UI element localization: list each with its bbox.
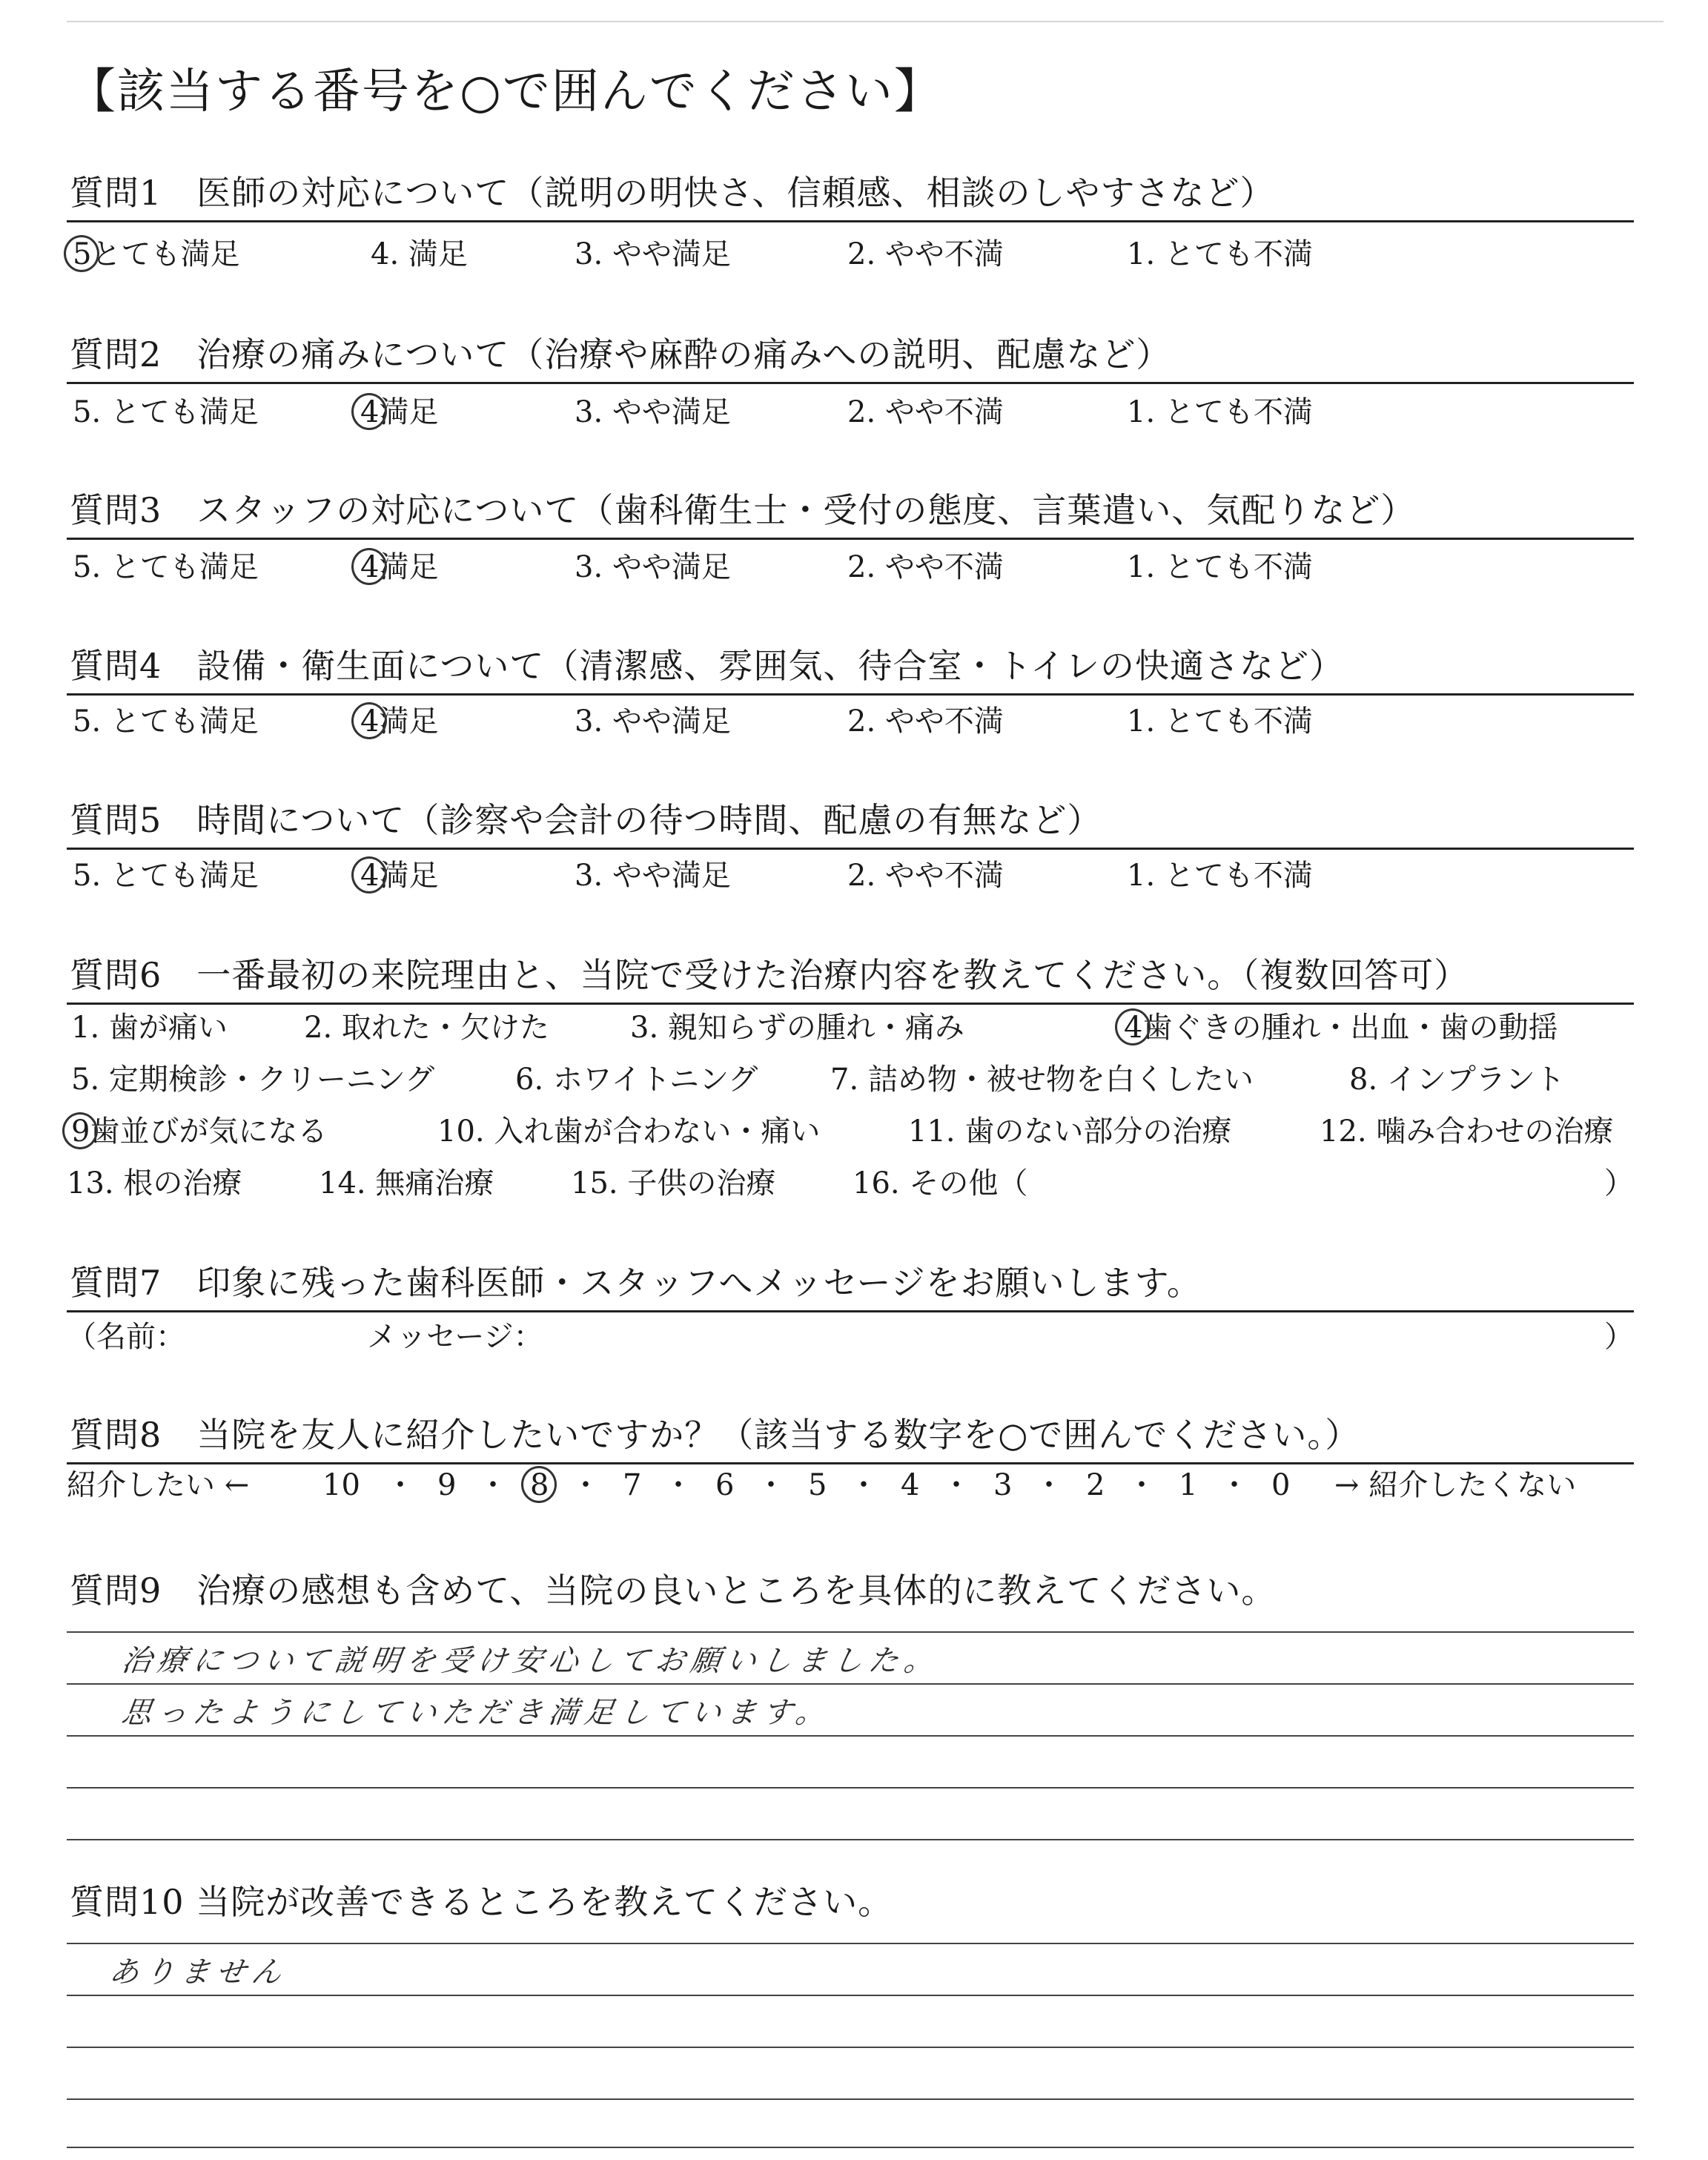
reason-option-4-selected[interactable]: 4歯ぐきの腫れ・出血・歯の動揺 <box>1124 1007 1558 1048</box>
question-7 <box>67 1246 1634 1312</box>
question-6-label: 質問6 一番最初の来院理由と、当院で受けた治療内容を教えてください。（複数回答可） <box>70 955 1469 995</box>
scale-10[interactable]: 10 <box>322 1468 360 1502</box>
scale-8-selected[interactable] <box>530 1464 549 1506</box>
scale-sep: ・ <box>663 1468 693 1502</box>
option-5[interactable]: 5. とても満足 <box>73 704 259 739</box>
question-4 <box>67 629 1634 696</box>
scale-right-label: → 紹介したくない <box>1334 1468 1577 1502</box>
question-7-fields <box>67 1316 1634 1358</box>
circled-choice: 5 <box>73 234 91 275</box>
question-2-rule <box>67 382 1634 384</box>
question-2 <box>67 317 1634 384</box>
option-5[interactable]: 5. とても満足 <box>73 859 259 893</box>
question-4-rule <box>67 693 1634 696</box>
message-field[interactable] <box>556 1316 1579 1353</box>
scale-sep: ・ <box>1034 1468 1064 1502</box>
recommend-scale <box>67 1464 1634 1506</box>
question-7-rule <box>67 1310 1634 1312</box>
reason-option-6[interactable]: 6. ホワイトニング <box>515 1063 758 1097</box>
option-1[interactable]: 1. とても不満 <box>1127 704 1313 739</box>
scale-1[interactable]: 1 <box>1179 1468 1198 1502</box>
option-1[interactable]: 1. とても不満 <box>1127 550 1313 584</box>
scale-sep: ・ <box>1127 1468 1156 1502</box>
message-close-paren: ） <box>1604 1320 1634 1354</box>
option-2[interactable]: 2. やや不満 <box>847 237 1004 271</box>
question-9 <box>67 1561 1634 1620</box>
question-6-row-3 <box>67 1111 1634 1152</box>
hand-circle-mark <box>351 548 387 585</box>
hand-circle-mark <box>64 235 99 272</box>
circled-choice: 4 <box>360 855 379 896</box>
answer-line <box>67 2098 1634 2100</box>
option-4-selected[interactable]: 4満足 <box>360 392 438 433</box>
answer-line <box>67 1683 1634 1685</box>
reason-option-10[interactable]: 10. 入れ歯が合わない・痛い <box>437 1114 821 1149</box>
scale-5[interactable]: 5 <box>808 1468 827 1502</box>
answer-line <box>67 1995 1634 1996</box>
reason-option-16[interactable]: 16. その他（ <box>853 1166 1028 1200</box>
option-4-selected[interactable]: 4満足 <box>360 855 438 896</box>
option-2[interactable]: 2. やや不満 <box>847 550 1004 584</box>
reason-option-5[interactable]: 5. 定期検診・クリーニング <box>71 1063 435 1097</box>
reason-option-11[interactable]: 11. 歯のない部分の治療 <box>908 1114 1232 1149</box>
scale-3[interactable]: 3 <box>993 1468 1013 1502</box>
option-3[interactable]: 3. やや満足 <box>575 704 731 739</box>
handwritten-answer-line-1[interactable]: ありません <box>107 1955 290 1989</box>
reason-option-7[interactable]: 7. 詰め物・被せ物を白くしたい <box>830 1063 1254 1097</box>
option-3[interactable]: 3. やや満足 <box>575 550 731 584</box>
reason-option-12[interactable]: 12. 噛み合わせの治療 <box>1320 1114 1614 1149</box>
scale-4[interactable]: 4 <box>901 1468 920 1502</box>
answer-line <box>67 2147 1634 2148</box>
scale-sep: ・ <box>385 1468 415 1502</box>
circled-choice: 4 <box>360 701 379 742</box>
scale-6[interactable]: 6 <box>715 1468 735 1502</box>
option-4-selected[interactable]: 4満足 <box>360 546 438 588</box>
question-6-row-4 <box>67 1163 1634 1204</box>
question-10 <box>67 1872 1634 1932</box>
circled-choice: 4 <box>1124 1007 1142 1048</box>
hand-circle-mark <box>1115 1008 1151 1046</box>
answer-line <box>67 1787 1634 1789</box>
scale-sep: ・ <box>756 1468 786 1502</box>
scale-sep: ・ <box>941 1468 971 1502</box>
option-4[interactable]: 4. 満足 <box>371 237 468 271</box>
option-3[interactable]: 3. やや満足 <box>575 237 731 271</box>
reason-option-3[interactable]: 3. 親知らずの腫れ・痛み <box>630 1011 964 1045</box>
question-3 <box>67 473 1634 540</box>
hand-circle-mark <box>351 393 387 430</box>
question-5-label: 質問5 時間について（診察や会計の待つ時間、配慮の有無など） <box>70 800 1102 840</box>
question-4-label: 質問4 設備・衛生面について（清潔感、雰囲気、待合室・トイレの快適さなど） <box>70 646 1345 686</box>
reason-option-2[interactable]: 2. 取れた・欠けた <box>304 1011 549 1045</box>
option-5-selected[interactable]: 5とても満足 <box>73 234 239 275</box>
question-3-label: 質問3 スタッフの対応について（歯科衛生士・受付の態度、言葉遣い、気配りなど） <box>70 490 1416 530</box>
question-5 <box>67 783 1634 850</box>
option-5[interactable]: 5. とても満足 <box>73 550 259 584</box>
question-9-label: 質問9 治療の感想も含めて、当院の良いところを具体的に教えてください。 <box>70 1571 1277 1611</box>
scale-sep: ・ <box>571 1468 600 1502</box>
message-field-label: メッセージ： <box>367 1320 543 1354</box>
page-heading: 【該当する番号を○で囲んでください】 <box>68 65 943 119</box>
scale-sep: ・ <box>1219 1468 1249 1502</box>
question-1 <box>67 156 1634 222</box>
question-5-rule <box>67 848 1634 850</box>
scale-sep: ・ <box>478 1468 508 1502</box>
option-3[interactable]: 3. やや満足 <box>575 859 731 893</box>
scale-0[interactable]: 0 <box>1271 1468 1291 1502</box>
hand-circle-mark <box>351 702 387 739</box>
reason-option-1[interactable]: 1. 歯が痛い <box>71 1011 228 1045</box>
question-7-label: 質問7 印象に残った歯科医師・スタッフへメッセージをお願いします。 <box>70 1263 1202 1303</box>
handwritten-answer-line-1[interactable]: 治療について説明を受け安心してお願いしました。 <box>119 1644 942 1678</box>
answer-line <box>67 1839 1634 1840</box>
question-3-rule <box>67 538 1634 540</box>
circled-choice: 4 <box>360 392 379 433</box>
option-4-selected[interactable]: 4満足 <box>360 701 438 742</box>
option-2[interactable]: 2. やや不満 <box>847 859 1004 893</box>
question-6-rule <box>67 1003 1634 1005</box>
hand-circle-mark <box>62 1112 98 1149</box>
question-6-row-1 <box>67 1007 1634 1048</box>
option-2[interactable]: 2. やや不満 <box>847 704 1004 739</box>
hand-circle-mark <box>521 1466 557 1503</box>
question-1-label: 質問1 医師の対応について（説明の明快さ、信頼感、相談のしやすさなど） <box>70 173 1275 213</box>
question-8-label: 質問8 当院を友人に紹介したいですか？（該当する数字を○で囲んでください。） <box>70 1415 1360 1455</box>
scale-sep: ・ <box>849 1468 878 1502</box>
answer-line <box>67 1631 1634 1633</box>
handwritten-answer-line-2[interactable]: 思ったようにしていただき満足しています。 <box>119 1696 834 1730</box>
circled-choice: 8 <box>530 1464 549 1506</box>
question-10-label: 質問10 当院が改善できるところを教えてください。 <box>70 1882 893 1922</box>
answer-line <box>67 2047 1634 2048</box>
name-field-label: （名前： <box>67 1320 185 1354</box>
scale-7[interactable]: 7 <box>623 1468 642 1502</box>
reason-option-14[interactable]: 14. 無痛治療 <box>319 1166 494 1200</box>
question-1-rule <box>67 220 1634 222</box>
option-1[interactable]: 1. とても不満 <box>1127 859 1313 893</box>
option-3[interactable]: 3. やや満足 <box>575 395 731 429</box>
scale-9[interactable]: 9 <box>437 1468 457 1502</box>
reason-option-8[interactable]: 8. インプラント <box>1349 1063 1565 1097</box>
hand-circle-mark <box>351 856 387 894</box>
scale-left-label: 紹介したい ← <box>67 1468 250 1502</box>
circled-choice: 4 <box>360 546 379 588</box>
scale-2[interactable]: 2 <box>1086 1468 1105 1502</box>
reason-option-9-selected[interactable]: 9歯並びが気になる <box>71 1111 327 1152</box>
reason-option-13[interactable]: 13. 根の治療 <box>67 1166 242 1200</box>
question-2-label: 質問2 治療の痛みについて（治療や麻酔の痛みへの説明、配慮など） <box>70 334 1171 374</box>
circled-choice: 9 <box>71 1111 90 1152</box>
question-8 <box>67 1398 1634 1464</box>
other-close-paren: ） <box>1604 1166 1634 1200</box>
question-6-row-2 <box>67 1059 1634 1100</box>
reason-option-15[interactable]: 15. 子供の治療 <box>571 1166 776 1200</box>
answer-line <box>67 1735 1634 1737</box>
question-6 <box>67 938 1634 1005</box>
option-5[interactable]: 5. とても満足 <box>73 395 259 429</box>
option-1[interactable]: 1. とても不満 <box>1127 237 1313 271</box>
top-border <box>67 21 1664 22</box>
answer-line <box>67 1943 1634 1944</box>
option-1[interactable]: 1. とても不満 <box>1127 395 1313 429</box>
option-2[interactable]: 2. やや不満 <box>847 395 1004 429</box>
